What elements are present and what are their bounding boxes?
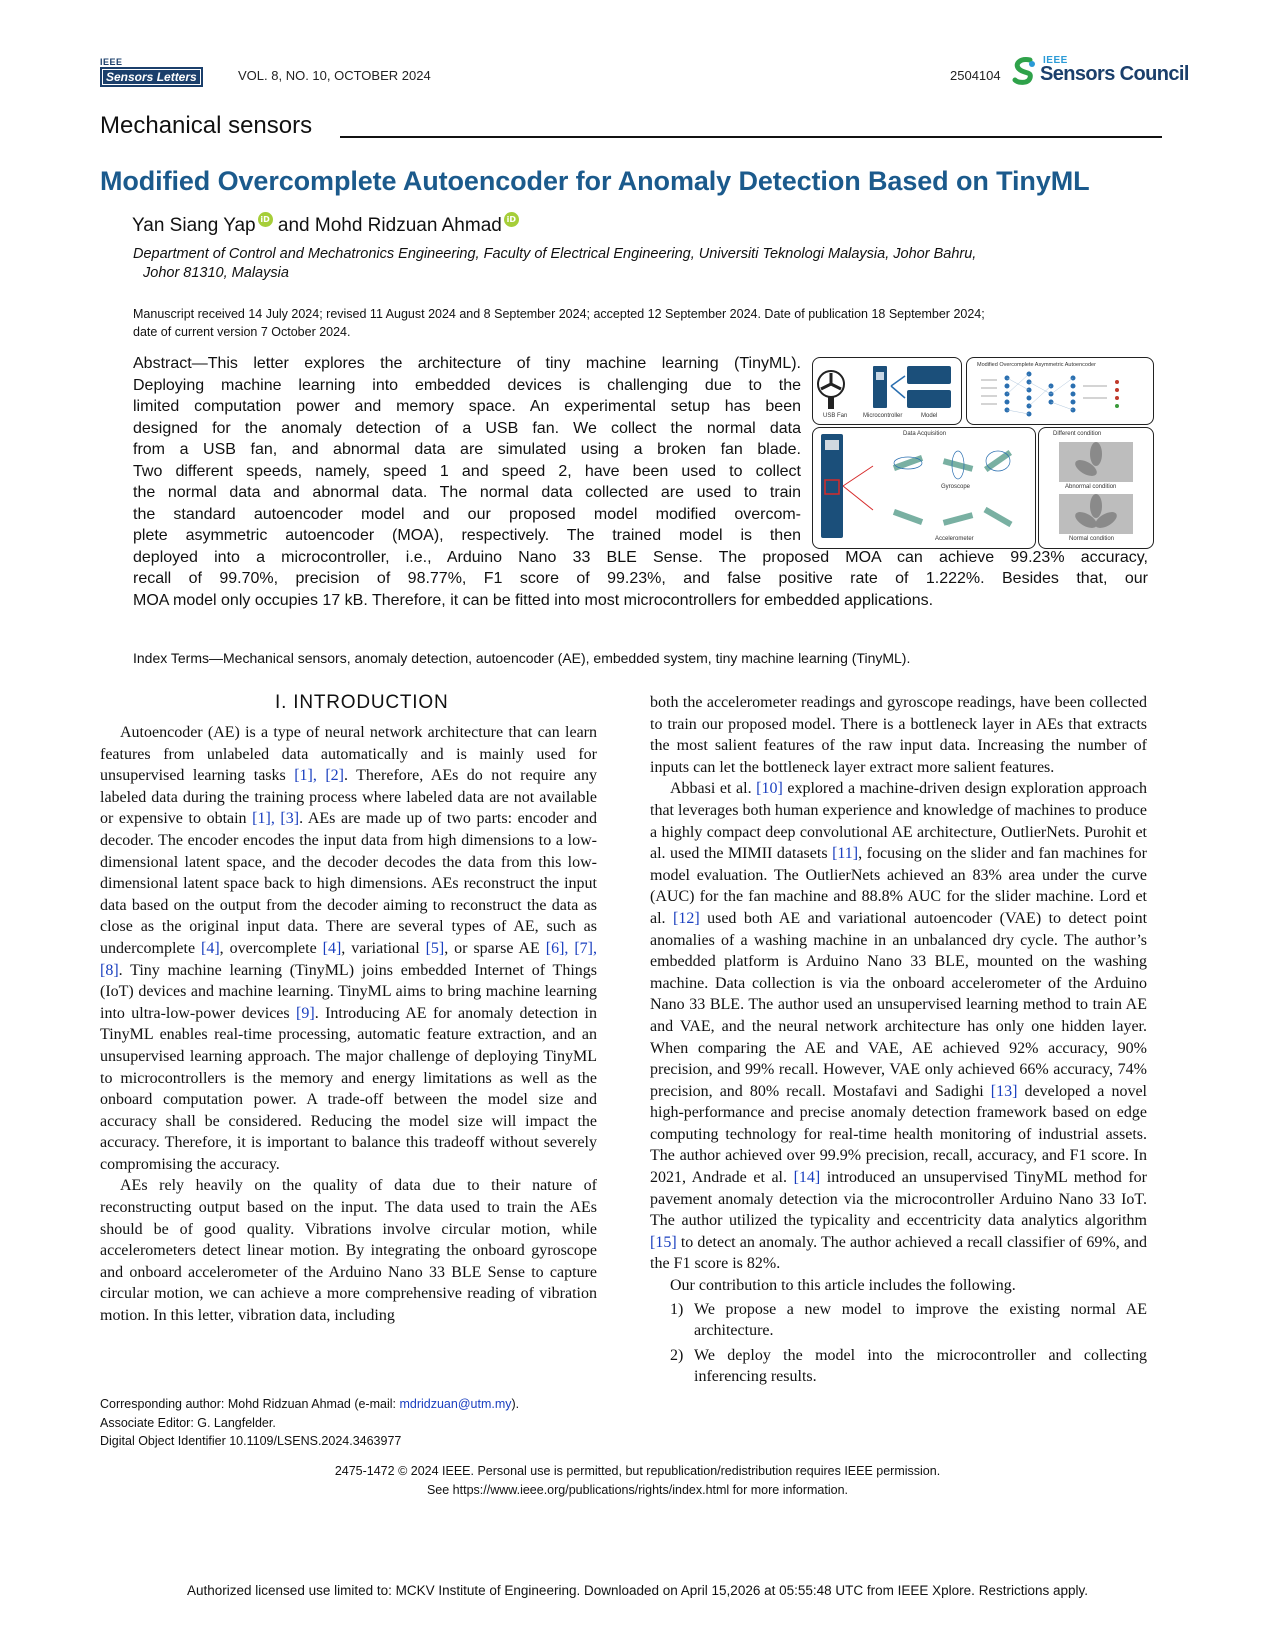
paragraph-text: . Introducing AE for anomaly detection in TinyML enables real-time processing, automatic feature extraction, and an unsupervised learning approach. The major challenge of deploying TinyML to microcontrollers is the memory and energy limitations as well as the onboard computation power. A trade-off between the model size and accuracy shall be considered. Reducing the model size will impact the accuracy. Therefore, it is important to balance this tradeoff without severely compromising the accuracy. bbox=[100, 1004, 598, 1173]
orcid-icon[interactable]: iD bbox=[504, 212, 519, 227]
graphic-label-abnormal: Abnormal condition bbox=[1065, 484, 1117, 490]
author-name: Yan Siang Yap bbox=[132, 215, 256, 236]
paragraph: both the accelerometer readings and gyroscope readings, have been collected to train our proposed model. There is a bottleneck layer in AEs that extracts the most salient features of the raw input data. Increasing the number of inputs can let the bottleneck layer extract more salient features. bbox=[650, 694, 1147, 776]
associate-editor: Associate Editor: G. Langfelder. bbox=[100, 1415, 276, 1430]
issue-info: VOL. 8, NO. 10, OCTOBER 2024 bbox=[238, 68, 431, 83]
list-item bbox=[650, 1299, 1147, 1342]
copyright-line: 2475-1472 © 2024 IEEE. Personal use is permitted, but republication/redistribution requires IEEE permission. bbox=[334, 1464, 941, 1478]
section-heading: I. INTRODUCTION bbox=[275, 692, 449, 713]
citation-link[interactable]: [4] bbox=[322, 939, 342, 957]
paper-title: Modified Overcomplete Autoencoder for Anomaly Detection Based on TinyML bbox=[100, 166, 1090, 196]
author-list bbox=[132, 212, 519, 237]
data-acquisition-panel bbox=[812, 427, 1036, 549]
left-column bbox=[100, 722, 597, 1327]
citation-link[interactable]: [6], [7], [8] bbox=[100, 939, 597, 979]
abstract-line: recall of 99.70%, precision of 98.77%, F1 score of 99.23%, and false positive rate of 1.222%. Besides that, our bbox=[133, 570, 1148, 587]
footnote-text: ). bbox=[511, 1397, 520, 1411]
paragraph-text: , or sparse AE bbox=[444, 939, 546, 957]
citation-link[interactable]: [12] bbox=[673, 909, 700, 927]
acquisition-illustration bbox=[813, 428, 1035, 548]
abstract-full-width-block bbox=[133, 547, 1148, 590]
abstract-line: MOA model only occupies 17 kB. Therefore, it can be fitted into most microcontrollers for embedded applications. bbox=[133, 591, 934, 609]
graphic-label-fan: USB Fan bbox=[823, 413, 848, 419]
graphic-label-mcu: Microcontroller bbox=[863, 413, 903, 419]
article-number: 2504104 bbox=[950, 68, 1001, 83]
paragraph-text: Abbasi et al. bbox=[670, 780, 757, 798]
list-text: We propose a new model to improve the existing normal AE architecture. bbox=[694, 1300, 1147, 1340]
graphic-label-gyroscope: Gyroscope bbox=[941, 484, 971, 490]
citation-link[interactable]: [5] bbox=[425, 939, 445, 957]
paragraph-text: Autoencoder (AE) is a type of neural network architecture that can learn features from unlabeled data automatically and is mainly used for unsupervised learning tasks bbox=[100, 724, 597, 785]
section-label: Mechanical sensors bbox=[100, 112, 313, 139]
abstract-line: the normal data and abnormal data. The normal data collected are used to train bbox=[133, 484, 801, 501]
citation-link[interactable]: [1], [3] bbox=[252, 810, 300, 828]
section-rule bbox=[340, 136, 1162, 138]
paragraph-text: , focusing on the slider and fan machines for model evaluation. The OutlierNets achieved an 83% area under the curve (AUC) for the fan machine and 88.8% AUC for the slider machine. Lord et al. bbox=[650, 845, 1147, 927]
paragraph-text: , overcomplete bbox=[219, 939, 323, 957]
brand-ieee-text: IEEE bbox=[100, 57, 123, 67]
paragraph: AEs rely heavily on the quality of data due to their nature of reconstructing output based on the input. The data used to train the AEs should be of good quality. Vibrations involve circular motion, while accelerometers detect linear motion. By integrating the onboard gyroscope and onboard accelerometer of the Arduino Nano 33 BLE Sense to capture circular motion, we can achieve a more comprehensive reading of vibration motion. In this letter, vibration data, including bbox=[100, 1177, 597, 1325]
paragraph-text: , variational bbox=[341, 939, 426, 957]
footnote-text: Corresponding author: Mohd Ridzuan Ahmad (e-mail: bbox=[100, 1397, 400, 1411]
citation-link[interactable]: [1], [2] bbox=[294, 767, 344, 785]
paragraph-text: explored a machine-driven design exploration approach that leverages both human experience and knowledge of machines to produce a highly compact deep convolutional AE architecture, OutlierNets. Purohit et al. used the MIMII datasets bbox=[650, 780, 1148, 863]
orcid-icon[interactable]: iD bbox=[258, 212, 273, 227]
paragraph-text: . Therefore, AEs do not require any labeled data during the training process where labeled data are not available or expensive to obtain bbox=[100, 767, 597, 828]
contribution-list bbox=[650, 1299, 1147, 1388]
corresponding-author bbox=[100, 1395, 519, 1414]
citation-link[interactable]: [9] bbox=[296, 1004, 315, 1022]
affiliation-line: Johor 81310, Malaysia bbox=[143, 265, 289, 281]
graphic-label-accelerometer: Accelerometer bbox=[935, 536, 974, 542]
citation-link[interactable]: [15] bbox=[650, 1233, 677, 1251]
manuscript-dates bbox=[133, 305, 1123, 341]
abstract-line: Two different speeds, namely, speed 1 and speed 2, have been used to collect bbox=[133, 462, 801, 480]
dates-line: Manuscript received 14 July 2024; revised 11 August 2024 and 8 September 2024; accepted 12 September 2024. Date of publication 18 September 2024; bbox=[133, 307, 985, 321]
citation-link[interactable]: [10] bbox=[756, 780, 783, 798]
abstract-line: plete asymmetric autoencoder (MOA), respectively. The trained model is then bbox=[133, 527, 801, 544]
paragraph: Our contribution to this article includes the following. bbox=[670, 1277, 1016, 1295]
paragraph bbox=[100, 722, 597, 1175]
paragraph bbox=[650, 778, 1147, 1275]
setup-panel bbox=[812, 357, 962, 425]
paragraph-text: developed a novel high-performance and precise anomaly detection framework based on edge computing technology for real-time health monitoring of industrial assets. The author achieved over 99.9% precision, recall, accuracy, and F1 score. In 2021, Andrade et al. bbox=[650, 1082, 1147, 1187]
list-number: 2) bbox=[670, 1346, 684, 1364]
council-name: Sensors Council bbox=[1040, 63, 1189, 85]
citation-link[interactable]: [13] bbox=[990, 1082, 1018, 1100]
abstract-line: Abstract—This letter explores the architecture of tiny machine learning (TinyML). bbox=[133, 355, 801, 372]
paragraph-text: introduced an unsupervised TinyML method for pavement anomaly detection via the microcontroller Arduino Nano 33 IoT. The author utilized the typicality and eccentricity data analytics algorithm bbox=[650, 1169, 1148, 1230]
index-terms: Index Terms—Mechanical sensors, anomaly detection, autoencoder (AE), embedded system, tiny machine learning (TinyML). bbox=[133, 650, 911, 666]
email-link[interactable]: mdridzuan@utm.my bbox=[399, 1397, 512, 1411]
graphical-abstract bbox=[812, 357, 1154, 549]
graphic-label-conditions: Different condition bbox=[1053, 431, 1102, 437]
footnote bbox=[100, 1395, 519, 1451]
dates-line: date of current version 7 October 2024. bbox=[133, 325, 351, 339]
doi: Digital Object Identifier 10.1109/LSENS.2024.3463977 bbox=[100, 1434, 402, 1448]
citation-link[interactable]: [4] bbox=[201, 939, 220, 957]
copyright-line: See https://www.ieee.org/publications/rights/index.html for more information. bbox=[426, 1483, 849, 1497]
abstract-line: from a USB fan, and abnormal data are simulated using a broken fan blade. bbox=[133, 441, 801, 458]
abstract-wrapped-block bbox=[133, 353, 801, 547]
right-column bbox=[650, 692, 1147, 1391]
abstract-line: deployed into a microcontroller, i.e., Arduino Nano 33 BLE Sense. The proposed MOA can achieve 99.23% accuracy, bbox=[133, 548, 1148, 566]
authorized-use-notice: Authorized licensed use limited to: MCKV Institute of Engineering. Downloaded on April 15,2026 at 05:55:48 UTC from IEEE Xplore. Restrictions apply. bbox=[187, 1583, 1088, 1598]
abstract-line: limited computation power and memory space. An experimental setup has been bbox=[133, 398, 801, 415]
journal-brand-logo bbox=[100, 58, 203, 87]
graphic-label-normal: Normal condition bbox=[1069, 536, 1115, 542]
paragraph-text: used both AE and variational autoencoder (VAE) to detect point anomalies of a washing machine in an unbalanced dry cycle. The author’s embedded platform is Arduino Nano 33 BLE, mounted on the washing machine. Data collection is via the onboard accelerometer of the Arduino Nano 33 BLE. The author used an unsupervised learning method to train AE and VAE, and the neural network architecture has only one hidden layer. When comparing the AE and VAE, AE achieved 92% accuracy, 90% precision, and 99% recall. However, VAE only achieved 66% accuracy, 74% precision, and 80% recall. Mostafavi and Sadighi bbox=[650, 909, 1148, 1100]
council-ieee-text: IEEE bbox=[1043, 55, 1068, 66]
graphic-label-acquisition: Data Acquisition bbox=[903, 431, 947, 437]
author-connector: and bbox=[277, 215, 310, 236]
list-text: We deploy the model into the microcontroller and collecting inferencing results. bbox=[694, 1346, 1147, 1386]
citation-link[interactable]: [11] bbox=[832, 845, 859, 863]
abstract-line: Deploying machine learning into embedded devices is challenging due to the bbox=[133, 376, 801, 394]
graphic-label-model: Model bbox=[921, 413, 938, 419]
affiliation bbox=[133, 245, 1093, 283]
copyright bbox=[0, 1462, 1275, 1500]
author-name: Mohd Ridzuan Ahmad bbox=[314, 215, 502, 236]
graphic-label-moa: Modified Overcomplete Asymmetric Autoencoder bbox=[977, 362, 1096, 368]
abstract-line: designed for the anomaly detection of a USB fan. We collect the normal data bbox=[133, 419, 801, 437]
brand-name: Sensors Letters bbox=[100, 67, 203, 87]
paragraph-text: . Tiny machine learning (TinyML) joins embedded Internet of Things (IoT) devices and machine learning. TinyML aims to bring machine learning into ultra-low-power devices bbox=[100, 961, 597, 1022]
abstract-line: the standard autoencoder model and our proposed model modified overcom- bbox=[133, 505, 801, 523]
sensors-council-logo-icon bbox=[1010, 56, 1040, 86]
affiliation-line: Department of Control and Mechatronics Engineering, Faculty of Electrical Engineering, Universiti Teknologi Malaysia, Johor Bahru, bbox=[133, 246, 977, 262]
conditions-panel bbox=[1038, 427, 1154, 549]
citation-link[interactable]: [14] bbox=[793, 1169, 821, 1187]
list-item bbox=[650, 1345, 1147, 1388]
paragraph-text: . AEs are made up of two parts: encoder and decoder. The encoder encodes the input data from high dimensions to a low-dimensional latent space, and the decoder decodes the data from this low-dimensional latent space back to high dimensions. AEs reconstruct the input data based on the output from the decoder aiming to reconstruct the data as close as the original input data. There are several types of AE, such as undercomplete bbox=[100, 810, 597, 957]
model-panel bbox=[966, 357, 1154, 425]
list-number: 1) bbox=[670, 1300, 684, 1318]
paragraph-text: to detect an anomaly. The author achieved a recall classifier of 69%, and the F1 score is 82%. bbox=[650, 1233, 1147, 1273]
